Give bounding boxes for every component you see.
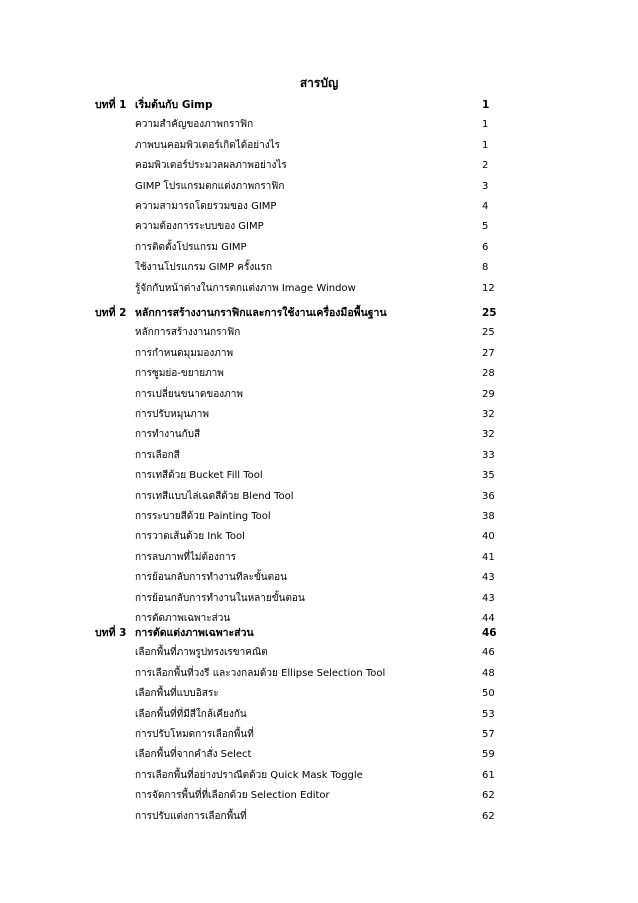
toc-entry-title: การเทสีแบบไล่เฉดสีด้วย Blend Tool: [135, 490, 294, 502]
toc-entry-title: การติดตั้งโปรแกรม GIMP: [135, 241, 247, 253]
toc-entry-page-number: 8: [482, 262, 489, 274]
toc-entry: [0, 448, 638, 464]
toc-entry: [0, 727, 638, 743]
toc-entry-page-number: 35: [482, 470, 495, 482]
toc-entry-title: การตัดภาพเฉพาะส่วน: [135, 613, 231, 624]
toc-entry-title: การเทสีด้วย Bucket Fill Tool: [135, 470, 263, 482]
toc-entry-page-number: 33: [482, 449, 495, 461]
chapter-number: บทที่ 2: [95, 307, 127, 319]
toc-entry: [0, 645, 638, 661]
toc-entry-page-number: 12: [482, 282, 495, 294]
toc-entry: [0, 387, 638, 403]
toc-entry: [0, 788, 638, 804]
toc-entry-page-number: 44: [482, 613, 495, 624]
toc-entry: [0, 366, 638, 382]
toc-entry-page-number: 41: [482, 551, 495, 563]
toc-entry-title: การทำงานกับสี: [135, 429, 201, 441]
toc-entry-title: ความต้องการระบบของ GIMP: [135, 221, 264, 233]
toc-entry-title: การเปลี่ยนขนาดของภาพ: [135, 388, 243, 400]
toc-entry-title: การปรับแต่งการเลือกพื้นที่: [135, 810, 247, 822]
toc-entry-page-number: 48: [482, 667, 495, 679]
toc-entry-title: การย้อนกลับการทำงานทีละขั้นตอน: [135, 572, 287, 584]
toc-entry: [0, 768, 638, 784]
chapter-number: บทที่ 3: [95, 627, 127, 639]
toc-entry-title: การวาดเส้นด้วย Ink Tool: [135, 531, 245, 543]
toc-entry: [0, 281, 638, 297]
toc-entry-title: ความสำคัญของภาพกราฟิก: [135, 119, 254, 131]
toc-entry: [0, 666, 638, 682]
toc-entry-page-number: 29: [482, 388, 495, 400]
toc-entry-title: การเลือกพื้นที่อย่างปราณีตด้วย Quick Mask Toggle: [135, 769, 363, 781]
toc-entry: [0, 707, 638, 723]
toc-entry-page-number: 38: [482, 511, 495, 522]
toc-entry: [0, 158, 638, 174]
toc-entry-page-number: 6: [482, 241, 489, 253]
toc-entry-page-number: 36: [482, 490, 495, 502]
toc-entry: [0, 747, 638, 763]
toc-entry: [0, 407, 638, 423]
toc-entry-title: GIMP โปรแกรมตกแต่งภาพกราฟิก: [135, 180, 285, 192]
toc-entry: [0, 468, 638, 484]
chapter-number: บทที่ 1: [95, 99, 127, 111]
chapter-page-number: 25: [482, 307, 497, 319]
toc-entry: [0, 240, 638, 256]
toc-entry-page-number: 3: [482, 180, 489, 192]
toc-entry-title: การเลือกพื้นที่วงรี และวงกลมด้วย Ellipse Selection Tool: [135, 667, 386, 679]
toc-entry: [0, 570, 638, 586]
toc-entry-title: ความสามารถโดยรวมของ GIMP: [135, 201, 277, 212]
toc-entry: [0, 325, 638, 341]
toc-entry-title: เลือกพื้นที่แบบอิสระ: [135, 688, 219, 700]
toc-entry-page-number: 1: [482, 119, 489, 131]
toc-entry-title: การระบายสีด้วย Painting Tool: [135, 511, 271, 522]
toc-entry: [0, 591, 638, 607]
toc-entry-page-number: 27: [482, 347, 495, 359]
toc-entry-page-number: 43: [482, 592, 495, 604]
toc-entry: [0, 199, 638, 215]
toc-entry-title: การกำหนดมุมมองภาพ: [135, 347, 234, 359]
toc-entry-page-number: 5: [482, 221, 489, 233]
chapter-heading: [0, 305, 638, 321]
toc-entry-title: ภาพบนคอมพิวเตอร์เกิดได้อย่างไร: [135, 139, 281, 151]
toc-entry-page-number: 53: [482, 708, 495, 720]
toc-entry-page-number: 28: [482, 368, 495, 380]
toc-entry-title: การลบภาพที่ไม่ต้องการ: [135, 551, 236, 563]
toc-entry-page-number: 40: [482, 531, 495, 543]
toc-entry: [0, 260, 638, 276]
toc-entry-page-number: 62: [482, 790, 495, 802]
toc-entry-title: การซูมย่อ-ขยายภาพ: [135, 368, 224, 380]
toc-entry: [0, 117, 638, 133]
toc-entry-title: การปรับหมุนภาพ: [135, 409, 209, 420]
toc-entry-page-number: 32: [482, 409, 495, 420]
toc-entry: [0, 427, 638, 443]
toc-entry-title: รู้จักกับหน้าต่างในการตกแต่งภาพ Image Window: [135, 282, 356, 294]
toc-entry-title: การปรับโหมดการเลือกพื้นที่: [135, 729, 254, 740]
toc-entry: [0, 529, 638, 545]
toc-entry-page-number: 57: [482, 729, 495, 740]
toc-entry: [0, 138, 638, 154]
chapter-heading: [0, 97, 638, 113]
toc-title: สารบัญ: [299, 76, 339, 90]
toc-entry-page-number: 50: [482, 688, 495, 700]
toc-entry-page-number: 25: [482, 327, 495, 339]
toc-entry-page-number: 43: [482, 572, 495, 584]
toc-entry-title: เลือกพื้นที่จากคำสั่ง Select: [135, 749, 252, 761]
toc-entry: [0, 550, 638, 566]
toc-entry-title: เลือกพื้นที่ที่มีสีใกล้เคียงกัน: [135, 708, 247, 720]
toc-entry-title: การเลือกสี: [135, 449, 180, 461]
toc-entry-title: ใช้งานโปรแกรม GIMP ครั้งแรก: [135, 262, 273, 274]
chapter-heading: [0, 625, 638, 641]
toc-entry-page-number: 61: [482, 769, 495, 781]
toc-entry: [0, 509, 638, 525]
toc-entry-title: คอมพิวเตอร์ประมวลผลภาพอย่างไร: [135, 160, 287, 172]
chapter-title: หลักการสร้างงานกราฟิกและการใช้งานเครื่องมือพื้นฐาน: [135, 307, 387, 319]
toc-entry-page-number: 46: [482, 647, 495, 659]
chapter-title: การตัดแต่งภาพเฉพาะส่วน: [135, 627, 254, 639]
toc-entry: [0, 809, 638, 825]
toc-entry-title: การย้อนกลับการทำงานในหลายขั้นตอน: [135, 592, 305, 604]
toc-entry: [0, 219, 638, 235]
toc-entry-page-number: 2: [482, 160, 489, 172]
toc-entry-page-number: 32: [482, 429, 495, 441]
chapter-page-number: 46: [482, 627, 497, 639]
toc-entry-title: เลือกพื้นที่ภาพรูปทรงเรขาคณิต: [135, 647, 268, 659]
toc-entry: [0, 686, 638, 702]
toc-entry: [0, 179, 638, 195]
chapter-page-number: 1: [482, 99, 490, 111]
toc-entry-page-number: 62: [482, 810, 495, 822]
toc-entry: [0, 346, 638, 362]
toc-entry-page-number: 59: [482, 749, 495, 761]
chapter-title: เริ่มต้นกับ Gimp: [135, 99, 213, 111]
toc-entry: [0, 489, 638, 505]
toc-entry-title: การจัดการพื้นที่ที่เลือกด้วย Selection Editor: [135, 790, 330, 802]
toc-entry-title: หลักการสร้างงานกราฟิก: [135, 327, 241, 339]
toc-entry-page-number: 1: [482, 139, 489, 151]
toc-entry-page-number: 4: [482, 201, 489, 212]
